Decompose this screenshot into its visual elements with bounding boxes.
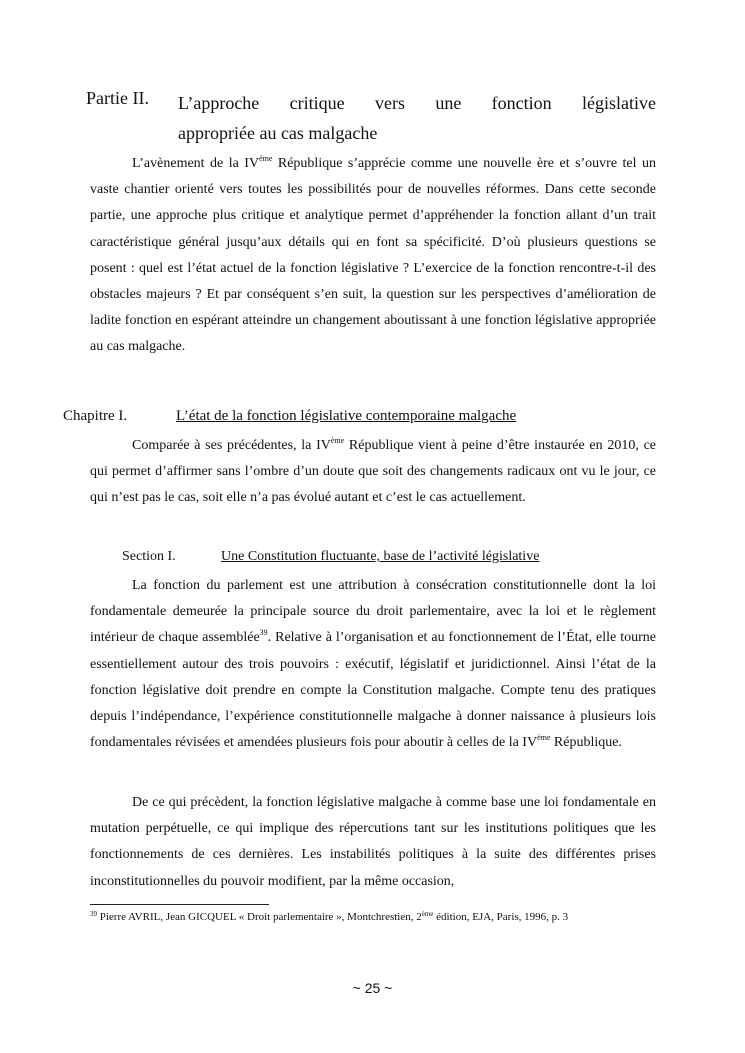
partie-title-line2: appropriée au cas malgache: [178, 123, 378, 143]
footnote: [90, 911, 690, 923]
chapitre-superscript: ème: [330, 436, 345, 445]
section-paragraph-2: [90, 790, 656, 895]
partie-number: Partie II.: [86, 88, 149, 108]
intro-text-1: L’avènement de la IV: [132, 156, 260, 171]
section-p1-text-3: République.: [550, 735, 622, 751]
section-p1-text-1: La fonction du parlement est une attribution à consécration constitutionnelle dont la loi fondamentale demeurée la principale source du droit parlementaire, avec la loi et le règlement intérieur de chaque assemblée: [90, 578, 656, 646]
section-paragraph-1: [90, 573, 656, 756]
footnote-number: 39: [90, 910, 97, 918]
section-p1-text-2: . Relative à l’organisation et au fonctionnement de l’État, elle tourne essentiellement autour des trois pouvoirs : exécutif, législatif et juridictionnel. Ainsi l’état de la fonction législative doit prendre en compte la Constitution malgache. Compte tenu des pratiques depuis l’indépendance, l’expérience constitutionnelle malgache à donner naissance à plusieurs lois fondamentales révisées et amendées plusieurs fois pour aboutir à celles de la IV: [90, 630, 656, 751]
chapitre-text-2: République vient à peine d’être instaurée en 2010, ce qui permet d’affirmer sans l’ombre d’un doute que soit des changements radicaux ont vu le jour, ce qui n’est pas le cas, soit elle n’a pas évolué autant et c’est le cas actuellement.: [90, 438, 656, 506]
intro-text-2: République s’apprécie comme une nouvelle ère et s’ouvre tel un vaste chantier orienté vers toutes les possibilités pour de nouvelles réformes. Dans cette seconde partie, une approche plus critique et analytique permet d’appréhender la fonction allant d’un trait caractéristique général jusqu’aux détails qui en font sa spécificité. D’où plusieurs questions se posent : quel est l’état actuel de la fonction législative ? L’exercice de la fonction rencontre-t-il des obstacles majeurs ? Et par conséquent s’en suit, la question sur les perspectives d’amélioration de ladite fonction en espérant atteindre un changement aboutissant à une fonction législative appropriée au cas malgache.: [90, 156, 656, 355]
footnote-text-2: édition, EJA, Paris, 1996, p. 3: [433, 911, 569, 923]
footnote-reference[interactable]: 39: [259, 628, 268, 638]
footnote-text-1: Pierre AVRIL, Jean GICQUEL « Droit parlementaire », Montchrestien, 2: [97, 911, 422, 923]
section-p1-superscript: ème: [537, 733, 551, 743]
section-title: Une Constitution fluctuante, base de l’activité législative: [221, 549, 540, 564]
section-p2-text: De ce qui précèdent, la fonction législative malgache à comme base une loi fondamentale en mutation perpétuelle, ce qui implique des répercutions tant sur les institutions politiques que les fonctionnements de ces dernières. Les instabilités politiques à la suite des différentes prises inconstitutionnelles du pouvoir modifient, par la même occasion,: [90, 795, 656, 889]
intro-paragraph: [90, 151, 656, 361]
chapitre-text-1: Comparée à ses précédentes, la IV: [132, 438, 331, 453]
chapitre-paragraph: [90, 433, 656, 512]
page-number: ~ 25 ~: [352, 980, 393, 996]
chapitre-number: Chapitre I.: [63, 408, 128, 424]
footnote-separator: [90, 904, 269, 905]
intro-superscript: ème: [259, 154, 273, 163]
partie-title-line1: L’approche critique vers une fonction législative: [178, 93, 656, 113]
footnote-superscript: ème: [421, 910, 434, 918]
partie-title: [178, 88, 656, 148]
section-number: Section I.: [122, 549, 176, 564]
chapitre-title: L’état de la fonction législative contemporaine malgache: [176, 408, 517, 424]
